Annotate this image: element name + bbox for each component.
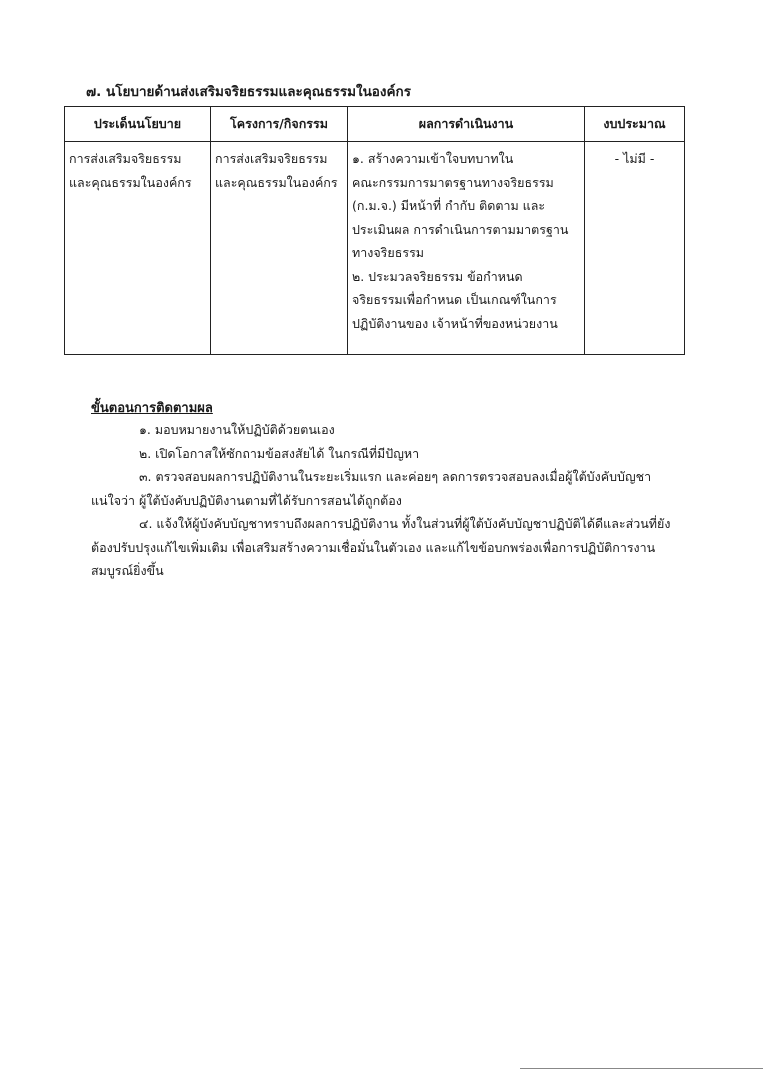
header-policy: ประเด็นนโยบาย <box>65 107 211 142</box>
step-line: ๒. เปิดโอกาสให้ซักถามข้อสงสัยได้ ในกรณีที่มีปัญหา <box>139 445 420 461</box>
step-line: แน่ใจว่า ผู้ใต้บังคับปฏิบัติงานตามที่ได้รับการสอนได้ถูกต้อง <box>91 492 402 508</box>
step-line: สมบูรณ์ยิ่งขึ้น <box>91 563 164 578</box>
project-line: การส่งเสริมจริยธรรม <box>215 151 328 166</box>
result-line: (ก.ม.จ.) มีหน้าที่ กำกับ ติดตาม และ <box>352 198 546 213</box>
table-header-row <box>65 107 685 142</box>
result-cell <box>348 142 585 355</box>
result-line: ประเมินผล การดำเนินการตามมาตรฐาน <box>352 221 569 237</box>
result-line: ปฏิบัติงานของ เจ้าหน้าที่ของหน่วยงาน <box>352 315 558 331</box>
policy-line: การส่งเสริมจริยธรรม <box>69 151 182 166</box>
policy-table <box>64 106 685 355</box>
result-line: จริยธรรมเพื่อกำหนด เป็นเกณฑ์ในการ <box>352 292 557 307</box>
step-line: ต้องปรับปรุงแก้ไขเพิ่มเติม เพื่อเสริมสร้างความเชื่อมั่นในตัวเอง และแก้ไขข้อบกพร่องเพื่อการปฏิบัติการงาน <box>91 539 656 555</box>
result-line: ทางจริยธรรม <box>352 245 425 260</box>
bottom-divider <box>520 1068 763 1069</box>
project-cell <box>211 142 348 355</box>
result-line: ๑. สร้างความเข้าใจบทบาทใน <box>352 151 514 166</box>
header-project: โครงการ/กิจกรรม <box>211 107 348 142</box>
steps-heading: ขั้นตอนการติดตามผล <box>91 401 213 416</box>
project-line: และคุณธรรมในองค์กร <box>215 174 338 190</box>
step-line: ๔. แจ้งให้ผู้บังคับบัญชาทราบถึงผลการปฏิบัติงาน ทั้งในส่วนที่ผู้ใต้บังคับบัญชาปฏิบัติได้ดีและส่วนที่ยัง <box>139 516 671 531</box>
result-line: คณะกรรมการมาตรฐานทางจริยธรรม <box>352 174 554 190</box>
budget-cell <box>585 142 685 355</box>
policy-cell <box>65 142 211 355</box>
steps-list <box>91 418 701 583</box>
section-heading: ๗. นโยบายด้านส่งเสริมจริยธรรมและคุณธรรมในองค์กร <box>86 84 411 100</box>
table-row <box>65 142 685 355</box>
budget-value: - ไม่มี - <box>614 151 655 166</box>
policy-line: และคุณธรรมในองค์กร <box>69 174 192 190</box>
header-budget: งบประมาณ <box>585 107 685 142</box>
step-line: ๓. ตรวจสอบผลการปฏิบัติงานในระยะเริ่มแรก และค่อยๆ ลดการตรวจสอบลงเมื่อผู้ใต้บังคับบัญชา <box>139 469 652 484</box>
step-line: ๑. มอบหมายงานให้ปฏิบัติด้วยตนเอง <box>139 422 335 437</box>
result-line: ๒. ประมวลจริยธรรม ข้อกำหนด <box>352 268 523 284</box>
header-result: ผลการดำเนินงาน <box>348 107 585 142</box>
